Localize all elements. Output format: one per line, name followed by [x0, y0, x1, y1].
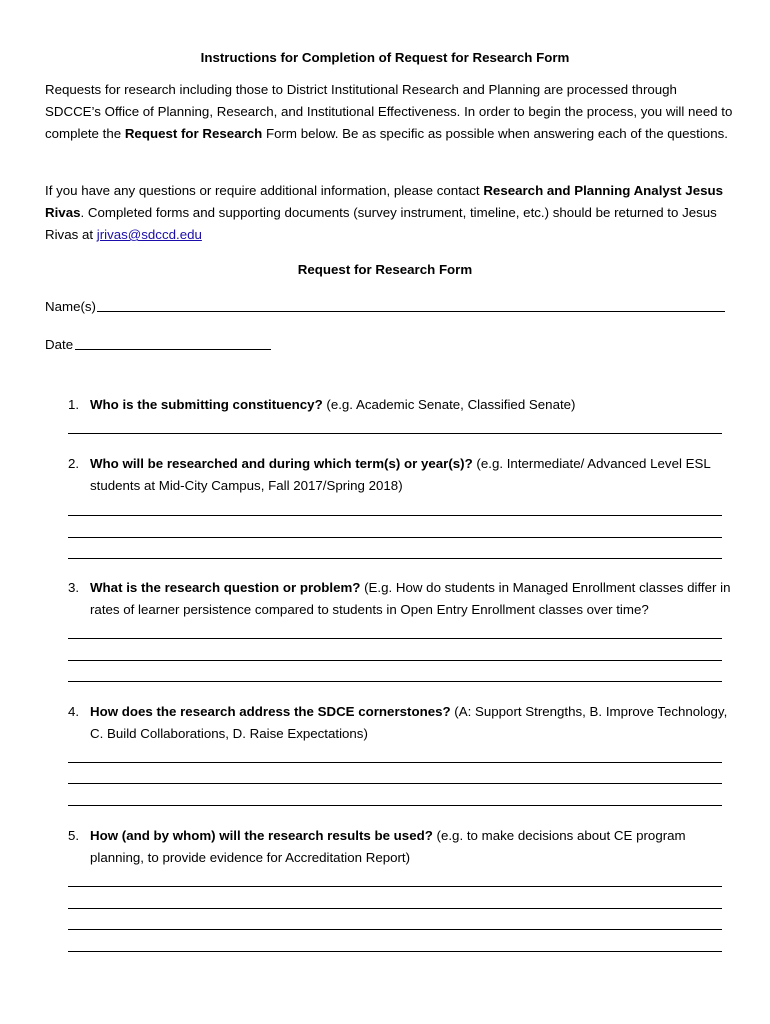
answer-line[interactable] [68, 433, 722, 434]
question-4 [68, 701, 738, 745]
question-text: What is the research question or problem? [90, 580, 361, 595]
answer-line[interactable] [68, 558, 722, 559]
answer-line[interactable] [68, 886, 722, 887]
intro-bold-text: Request for Research [124, 126, 263, 141]
question-text: Who is the submitting constituency? [90, 397, 323, 412]
intro-paragraph-1 [45, 79, 735, 145]
question-3 [68, 577, 738, 621]
name-underline[interactable] [97, 311, 725, 312]
answer-line[interactable] [68, 951, 722, 952]
date-label: Date [45, 337, 74, 352]
name-label: Name(s) [45, 299, 96, 314]
question-hint: (E.g. How do students in Managed Enrollment classes differ in rates of learner persistence compared to students in Open Entry Enrollment classes over time? [90, 580, 731, 617]
question-number: 2. [68, 456, 80, 471]
date-underline[interactable] [75, 349, 271, 350]
answer-line[interactable] [68, 681, 722, 682]
intro-text: Form below. Be as specific as possible when answering each of the questions. [262, 126, 728, 141]
question-number: 3. [68, 580, 80, 595]
contact-text: If you have any questions or require additional information, please contact [45, 183, 484, 198]
answer-line[interactable] [68, 638, 722, 639]
intro-paragraph-2 [45, 180, 735, 246]
answer-line[interactable] [68, 537, 722, 538]
question-hint: (e.g. Intermediate/ Advanced Level ESL students at Mid-City Campus, Fall 2017/Spring 2018) [90, 456, 711, 493]
page-title: Instructions for Completion of Request for Research Form [200, 50, 570, 65]
answer-line[interactable] [68, 660, 722, 661]
question-text: How (and by whom) will the research results be used? [90, 828, 433, 843]
email-link[interactable]: jrivas@sdccd.edu [96, 227, 202, 242]
question-1 [68, 394, 738, 416]
name-field[interactable] [45, 296, 725, 318]
answer-line[interactable] [68, 515, 722, 516]
contact-text: . Completed forms and supporting documents (survey instrument, timeline, etc.) should be returned to Jesus Rivas at [45, 205, 717, 242]
answer-line[interactable] [68, 805, 722, 806]
answer-line[interactable] [68, 908, 722, 909]
date-field[interactable] [45, 334, 271, 356]
question-number: 5. [68, 828, 80, 843]
answer-line[interactable] [68, 762, 722, 763]
question-hint: (e.g. to make decisions about CE program planning, to provide evidence for Accreditation Report) [90, 828, 686, 865]
intro-text: Requests for research including those to District Institutional Research and Planning are processed through SDCCE’s Office of Planning, Research, and Institutional Effectiveness. In order to begin the process, you will need to complete the [45, 82, 733, 141]
question-number: 1. [68, 397, 80, 412]
question-hint: (A: Support Strengths, B. Improve Technology, C. Build Collaborations, D. Raise Expectations) [90, 704, 728, 741]
answer-line[interactable] [68, 783, 722, 784]
question-text: How does the research address the SDCE cornerstones? [90, 704, 451, 719]
question-5 [68, 825, 738, 869]
question-number: 4. [68, 704, 80, 719]
contact-name: Research and Planning Analyst Jesus Rivas [45, 183, 724, 220]
question-2 [68, 453, 738, 497]
question-text: Who will be researched and during which term(s) or year(s)? [90, 456, 473, 471]
answer-line[interactable] [68, 929, 722, 930]
form-title: Request for Research Form [297, 262, 473, 277]
question-hint: (e.g. Academic Senate, Classified Senate) [322, 397, 576, 412]
